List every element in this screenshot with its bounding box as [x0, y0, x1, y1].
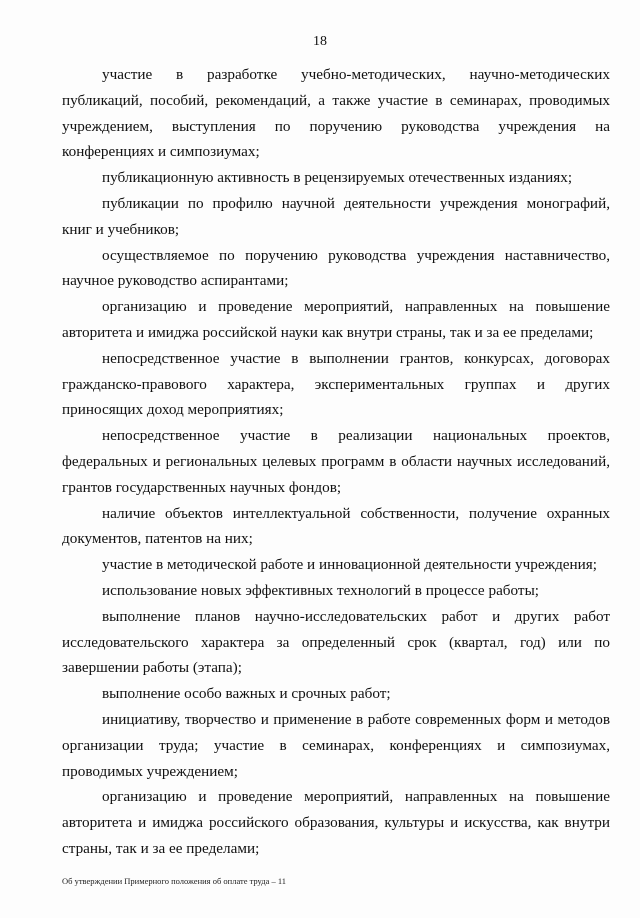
- paragraph: участие в разработке учебно-методических, научно-методических публикаций, пособий, рекомендаций, а также участие в семинарах, проводимых учреждением, выступления по поручению руководства учреждения на конференциях и симпозиумах;: [62, 66, 610, 161]
- paragraph: публикации по профилю научной деятельности учреждения монографий, книг и учебников;: [62, 194, 610, 238]
- footer-note: Об утверждении Примерного положения об оплате труда – 11: [62, 876, 287, 886]
- paragraph: использование новых эффективных технологий в процессе работы;: [102, 581, 539, 599]
- paragraph: инициативу, творчество и применение в работе современных форм и методов организации труда; участие в семинарах, конференциях и симпозиумах, проводимых учреждением;: [62, 710, 610, 780]
- paragraph: выполнение планов научно-исследовательских работ и других работ исследовательского характера за определенный срок (квартал, год) или по завершении работы (этапа);: [62, 607, 610, 677]
- paragraph: организацию и проведение мероприятий, направленных на повышение авторитета и имиджа российского образования, культуры и искусства, как внутри страны, так и за ее пределами;: [62, 788, 610, 857]
- paragraph: публикационную активность в рецензируемых отечественных изданиях;: [102, 169, 573, 187]
- paragraph: участие в методической работе и инновационной деятельности учреждения;: [102, 556, 598, 574]
- paragraph: организацию и проведение мероприятий, направленных на повышение авторитета и имиджа российской науки как внутри страны, так и за ее пределами;: [62, 298, 610, 341]
- paragraph: непосредственное участие в выполнении грантов, конкурсах, договорах гражданско-правового характера, экспериментальных группах и других приносящих доход мероприятиях;: [62, 349, 610, 419]
- paragraph: выполнение особо важных и срочных работ;: [102, 685, 391, 703]
- paragraph: непосредственное участие в реализации национальных проектов, федеральных и региональных целевых программ в области научных исследований, грантов государственных научных фондов;: [62, 427, 610, 496]
- paragraph: осуществляемое по поручению руководства учреждения наставничество, научное руководство аспирантами;: [62, 246, 610, 290]
- document-body: [62, 62, 610, 862]
- paragraph: наличие объектов интеллектуальной собственности, получение охранных документов, патентов на них;: [62, 504, 610, 548]
- page-number: 18: [313, 34, 327, 49]
